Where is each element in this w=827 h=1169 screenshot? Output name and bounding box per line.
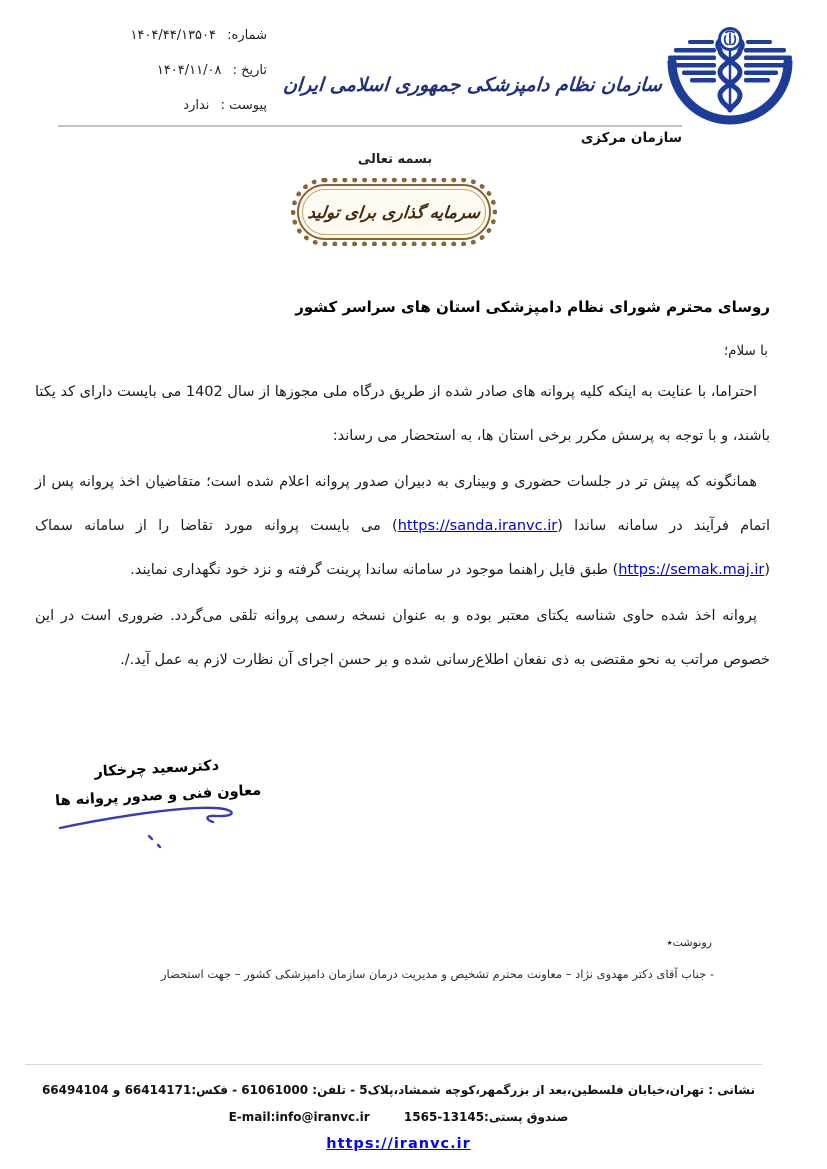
stamp-slogan-text: سرمایه گذاری برای تولید xyxy=(306,202,482,222)
paragraph-3-text: پروانه اخذ شده حاوی شناسه یکتای معتبر بوده و به عنوان نسخه رسمی پروانه تلقی می‌گردد. ضروری است در این خصوص مراتب به نحو مقتضی به ذی نفعان اطلاع‌رسانی شده و بر حسن اجرای آن نظارت لازم به عمل آید./. xyxy=(35,608,770,668)
footer-pobox: صندوق پستی:13145-1565 xyxy=(403,1110,569,1124)
footer-website-wrap xyxy=(0,1133,797,1152)
bismillah-text: بسمه تعالی xyxy=(357,152,433,167)
cc-label: رونوشت xyxy=(672,936,712,949)
letter-attachment-label: پیوست : xyxy=(220,98,267,113)
signer-title: معاون فنی و صدور پروانه ها xyxy=(54,782,262,810)
body-paragraph-1 xyxy=(35,370,770,458)
footer-email: E-mail:info@iranvc.ir xyxy=(228,1110,370,1124)
semak-link[interactable]: https://semak.maj.ir xyxy=(618,562,765,578)
year-slogan-stamp xyxy=(291,178,497,246)
cc-item: - جناب آقای دکتر مهدوی نژاد – معاونت محترم تشخیص و مدیریت درمان سازمان دامپزشکی کشور – جهت استحضار xyxy=(160,967,714,981)
handwritten-signature-icon xyxy=(52,796,257,854)
letter-meta xyxy=(65,18,267,123)
cc-star-icon: ٭ xyxy=(666,936,673,949)
paragraph-2-part-2: ) می بایست پروانه مورد تقاضا را از سامانه سماک ( xyxy=(35,518,770,578)
body-paragraph-3 xyxy=(35,594,770,682)
letter-date-value: ۱۴۰۴/۱۱/۰۸ xyxy=(156,63,222,78)
letter-date-label: تاریخ : xyxy=(232,63,267,78)
paragraph-2-part-3: ) طبق فایل راهنما موجود در سامانه ساندا پرینت گرفته و نزد خود نگهداری نمایند. xyxy=(130,562,619,578)
footer-address-line: نشانی : تهران،خیابان فلسطین،بعد از بزرگمهر،کوچه شمشاد،پلاک5 - تلفن: 61061000 - فکس:66414171 و 66494104 xyxy=(41,1083,756,1097)
letter-date-row xyxy=(65,53,267,88)
body-paragraph-2 xyxy=(35,460,770,592)
letter-number-label: شماره: xyxy=(227,28,267,43)
paragraph-1-text: احتراما، با عنایت به اینکه کلیه پروانه های صادر شده از طریق درگاه ملی مجوزها از سال 1402 می بایست دارای کد یکتا باشند، و با توجه به پرسش مکرر برخی استان ها، به استحضار می رساند: xyxy=(35,384,770,444)
salutation-text: با سلام؛ xyxy=(723,343,768,359)
cc-heading xyxy=(667,936,712,949)
sanda-link[interactable]: https://sanda.iranvc.ir xyxy=(397,518,558,534)
signer-name: دکترسعید چرخکار xyxy=(94,757,220,781)
footer-website-link[interactable]: https://iranvc.ir xyxy=(326,1136,471,1152)
letter-attachment-row xyxy=(65,88,267,123)
organization-unit: سازمان مرکزی xyxy=(580,130,682,146)
footer-divider xyxy=(25,1064,762,1065)
letter-number-value: ۱۴۰۴/۴۴/۱۳۵۰۴ xyxy=(130,28,217,43)
recipient-heading: روسای محترم شورای نظام دامپزشکی استان های سراسر کشور xyxy=(295,298,770,316)
letter-number-row xyxy=(65,18,267,53)
header-divider xyxy=(58,125,682,127)
footer-contact-line xyxy=(0,1110,797,1124)
letter-body xyxy=(35,370,770,684)
letter-attachment-value: ندارد xyxy=(183,98,210,113)
organization-name: سازمان نظام دامپزشکی جمهوری اسلامی ایران xyxy=(282,74,663,96)
paragraph-2-part-1: همانگونه که پیش تر در جلسات حضوری و وبیناری به دبیران صدور پروانه اعلام شده است؛ متقاضیان اخذ پروانه پس از اتمام فرآیند در سامانه ساندا ( xyxy=(35,474,770,534)
